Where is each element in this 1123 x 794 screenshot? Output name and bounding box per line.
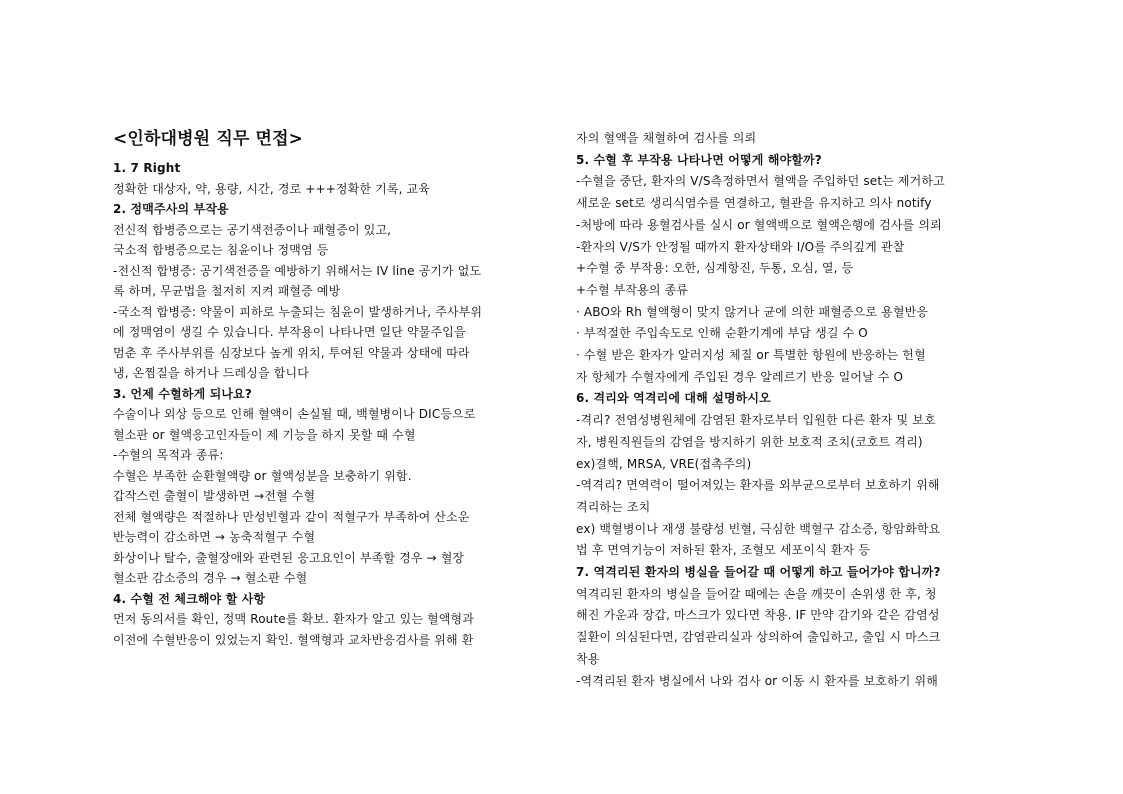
text-line: 수혈은 부족한 순환혈액량 or 혈액성분을 보충하기 위함. [113, 468, 412, 483]
text-line: 냉, 온찜질을 하거나 드레싱을 합니다 [113, 366, 309, 380]
text-line: 전신적 합병증으로는 공기색전증이나 패혈증이 있고, [113, 222, 392, 237]
section-heading: 1. 7 Right [113, 161, 181, 175]
text-line: 멈춘 후 주사부위를 심장보다 높게 위치, 투여된 약물과 상태에 따라 [113, 345, 470, 360]
section-heading: 6. 격리와 역격리에 대해 설명하시오 [576, 391, 771, 406]
section-heading: 5. 수혈 후 부작용 나타나면 어떻게 해야할까? [576, 152, 822, 167]
text-line: 화상이나 탈수, 출혈장애와 관련된 응고요인이 부족할 경우 → 혈장 [113, 550, 465, 565]
section-heading: 4. 수혈 전 체크해야 할 사항 [113, 591, 266, 606]
document-title: <인하대병원 직무 면접> [113, 129, 304, 149]
text-line: -처방에 따라 용혈검사를 실시 or 혈액백으로 혈액은행에 검사를 의뢰 [576, 217, 942, 232]
text-line: 혈소판 감소증의 경우 → 혈소판 수혈 [113, 571, 308, 585]
text-line: -환자의 V/S가 안정될 때까지 환자상태와 I/O를 주의깊게 관찰 [576, 239, 905, 254]
text-line: -수혈을 중단, 환자의 V/S측정하면서 혈액을 주입하던 set는 제거하고 [576, 174, 945, 189]
text-line: 먼저 동의서를 확인, 정맥 Route를 확보. 환자가 알고 있는 혈액형과 [113, 612, 475, 626]
text-line: 착용 [576, 651, 600, 666]
text-line: 반능력이 감소하면 → 농축적혈구 수혈 [113, 530, 316, 544]
text-line: 새로운 set로 생리식염수를 연결하고, 혈관을 유지하고 의사 notify [576, 196, 932, 211]
text-line: 해진 가운과 장갑, 마스크가 있다면 착용. IF 만약 감기와 같은 감염성 [576, 608, 940, 623]
text-line: 이전에 수혈반응이 있었는지 확인. 혈액형과 교차반응검사를 위해 환 [113, 632, 474, 647]
text-line: ex)결핵, MRSA, VRE(접촉주의) [576, 456, 752, 471]
text-line: ex) 백혈병이나 재생 불량성 빈혈, 극심한 백혈구 감소증, 항암화학요 [576, 521, 941, 536]
text-line: · ABO와 Rh 혈액형이 맞지 않거나 균에 의한 패혈증으로 용혈반응 [576, 304, 929, 319]
section-heading: 2. 정맥주사의 부작용 [113, 202, 229, 216]
text-line: 전체 혈액량은 적절하나 만성빈혈과 같이 적혈구가 부족하여 산소운 [113, 509, 470, 524]
text-line: 수술이나 외상 등으로 인해 혈액이 손실될 때, 백혈병이나 DIC등으로 [113, 407, 476, 421]
text-line: 록 하며, 무균법을 철저히 지켜 패혈증 예방 [113, 284, 341, 298]
text-line: -역격리된 환자 병실에서 나와 검사 or 이동 시 환자를 보호하기 위해 [576, 673, 938, 688]
section-heading: 7. 역격리된 환자의 병실을 들어갈 때 어떻게 하고 들어가야 합니까? [576, 565, 941, 579]
text-line: 법 후 면역기능이 저하된 환자, 조혈모 세포이식 환자 등 [576, 543, 871, 558]
section-heading: 3. 언제 수혈하게 되나요? [113, 386, 252, 401]
text-line: 정확한 대상자, 약, 용량, 시간, 경로 +++정확한 기록, 교육 [113, 181, 430, 196]
text-line: +수혈 중 부작용: 오한, 심계항진, 두통, 오심, 열, 등 [576, 261, 854, 276]
text-line: +수혈 부작용의 종류 [576, 282, 689, 297]
text-line: · 수혈 받은 환자가 알러지성 체질 or 특별한 항원에 반응하는 헌혈 [576, 348, 926, 362]
text-line: 국소적 합병증으로는 침윤이나 정맥염 등 [113, 243, 329, 257]
text-line: 혈소판 or 혈액응고인자들이 제 기능을 하지 못할 때 수혈 [113, 427, 416, 442]
text-line: -전신적 합병증: 공기색전증을 예방하기 위해서는 IV line 공기가 없도 [113, 263, 482, 278]
text-line: 자 항체가 수혈자에게 주입된 경우 알레르기 반응 일어날 수 O [576, 369, 904, 384]
text-line: 갑작스런 출혈이 발생하면 →전혈 수혈 [113, 489, 316, 503]
text-line: -역격리? 면역력이 떨어져있는 환자를 외부균으로부터 보호하기 위해 [576, 478, 940, 493]
text-line: -국소적 합병증: 약물이 피하로 누출되는 침윤이 발생하거나, 주사부위 [113, 304, 483, 319]
text-line: 격리하는 조치 [576, 499, 651, 514]
text-line: 자, 병원직원들의 감염을 방지하기 위한 보호적 조치(코호트 격리) [576, 434, 923, 449]
text-line: 에 정맥염이 생길 수 있습니다. 부작용이 나타나면 일단 약물주입을 [113, 325, 466, 339]
text-line: 역격리된 환자의 병실을 들어갈 때에는 손을 깨끗이 손위생 한 후, 청 [576, 586, 937, 601]
text-line: 질환이 의심된다면, 감염관리실과 상의하여 출입하고, 출입 시 마스크 [576, 630, 941, 645]
text-line: 자의 혈액을 채혈하여 검사를 의뢰 [576, 131, 757, 145]
text-line: -격리? 전염성병원체에 감염된 환자로부터 입원한 다른 환자 및 보호 [576, 413, 936, 428]
text-line: · 부적절한 주입속도로 인해 순환기계에 부담 생길 수 O [576, 326, 868, 341]
text-line: -수혈의 목적과 종류: [113, 448, 224, 462]
